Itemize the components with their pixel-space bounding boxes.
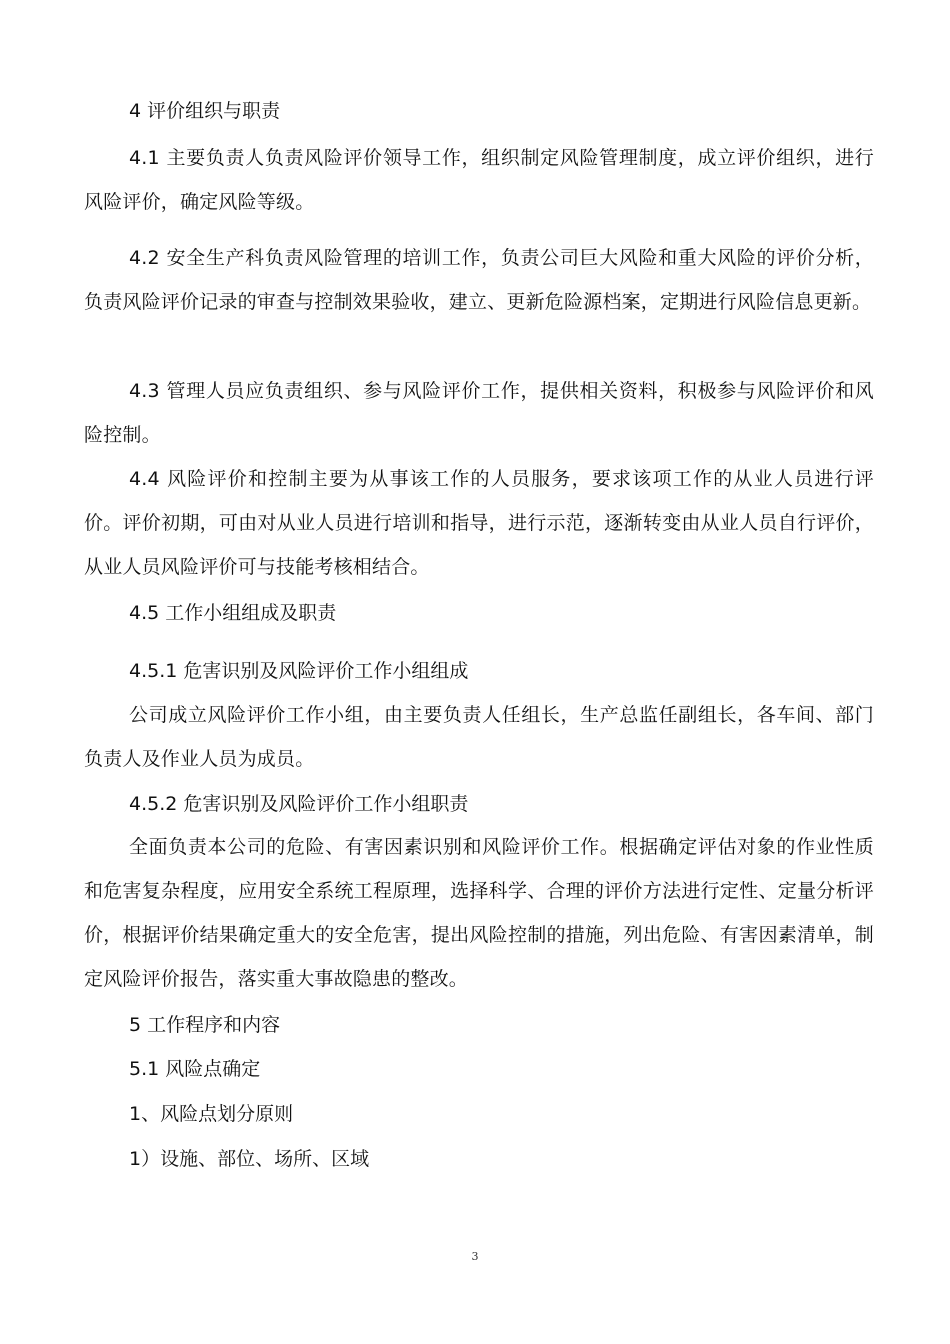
- section-heading-4: 4 评价组织与职责: [129, 100, 281, 122]
- list-item-1-1: 1）设施、部位、场所、区域: [129, 1148, 370, 1170]
- paragraph-4-4: 4.4 风险评价和控制主要为从事该工作的人员服务，要求该项工作的从业人员进行评价。评价初期，可由对从业人员进行培训和指导，进行示范，逐渐转变由从业人员自行评价，从业人员风险评价可与技能考核相结合。: [84, 468, 874, 578]
- section-heading-4-5: 4.5 工作小组组成及职责: [129, 602, 337, 624]
- paragraph-4-5-2: 全面负责本公司的危险、有害因素识别和风险评价工作。根据确定评估对象的作业性质和危害复杂程度，应用安全系统工程原理，选择科学、合理的评价方法进行定性、定量分析评价，根据评价结果确定重大的安全危害，提出风险控制的措施，列出危险、有害因素清单，制定风险评价报告，落实重大事故隐患的整改。: [84, 836, 874, 990]
- section-heading-4-5-1: 4.5.1 危害识别及风险评价工作小组组成: [129, 660, 469, 682]
- page-number: 3: [471, 1250, 479, 1263]
- paragraph-4-5-1: 公司成立风险评价工作小组，由主要负责人任组长，生产总监任副组长，各车间、部门负责人及作业人员为成员。: [84, 704, 874, 770]
- paragraph-4-3: 4.3 管理人员应负责组织、参与风险评价工作，提供相关资料，积极参与风险评价和风险控制。: [84, 380, 874, 446]
- section-heading-5: 5 工作程序和内容: [129, 1014, 281, 1036]
- section-heading-4-5-2: 4.5.2 危害识别及风险评价工作小组职责: [129, 793, 469, 815]
- paragraph-4-1: 4.1 主要负责人负责风险评价领导工作，组织制定风险管理制度，成立评价组织，进行风险评价，确定风险等级。: [84, 147, 874, 213]
- paragraph-4-2: 4.2 安全生产科负责风险管理的培训工作，负责公司巨大风险和重大风险的评价分析，负责风险评价记录的审查与控制效果验收，建立、更新危险源档案，定期进行风险信息更新。: [84, 247, 874, 313]
- list-item-1: 1、风险点划分原则: [129, 1103, 294, 1125]
- section-heading-5-1: 5.1 风险点确定: [129, 1058, 261, 1080]
